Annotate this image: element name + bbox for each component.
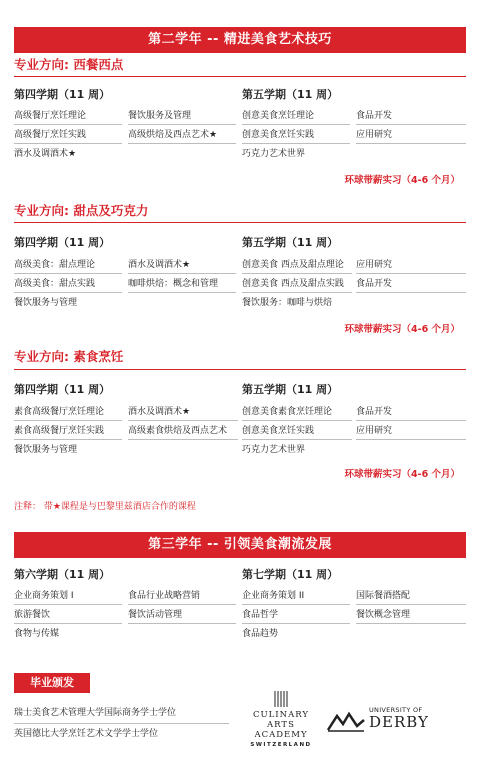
row-rule — [14, 420, 122, 421]
track-title-pastry: 专业方向: 甜点及巧克力 — [14, 203, 149, 218]
row-rule — [14, 292, 122, 293]
row-rule — [14, 273, 122, 274]
row-rule — [242, 623, 350, 624]
row-rule — [242, 604, 350, 605]
culinary-arts-academy-logo: CULINARY ARTS ACADEMY SWITZERLAND — [240, 690, 322, 748]
course-item: 咖啡烘焙：概念和管理 — [128, 279, 219, 289]
year2-banner: 第二学年 -- 精进美食艺术技巧 — [14, 27, 466, 53]
course-item: 旅游餐饮 — [14, 610, 51, 620]
course-item: 餐饮服务：咖啡与烘焙 — [242, 298, 333, 308]
term7-heading: 第七学期（11 周） — [242, 568, 339, 581]
course-item: 应用研究 — [356, 260, 393, 270]
term5-heading: 第五学期（11 周） — [242, 88, 339, 101]
course-item: 高级烘焙及西点艺术★ — [128, 130, 218, 140]
course-item: 高级餐厅烹饪理论 — [14, 111, 87, 121]
course-item: 高级素食烘焙及西点艺术 — [128, 426, 228, 436]
course-item: 酒水及调酒术★ — [14, 149, 77, 159]
course-item: 酒水及调酒术★ — [128, 407, 191, 417]
term4-heading: 第四学期（11 周） — [14, 383, 111, 396]
row-rule — [128, 143, 236, 144]
course-item: 酒水及调酒术★ — [128, 260, 191, 270]
academy-emblem-icon — [272, 690, 290, 708]
course-item: 国际餐酒搭配 — [356, 591, 411, 601]
row-rule — [128, 420, 238, 421]
row-rule — [242, 439, 352, 440]
course-item: 创意美食 西点及甜点理论 — [242, 260, 344, 270]
track-title-western: 专业方向: 西餐西点 — [14, 57, 124, 72]
row-rule — [356, 292, 466, 293]
term6-heading: 第六学期（11 周） — [14, 568, 111, 581]
row-rule — [356, 143, 466, 144]
internship-note: 环球带薪实习（4-6 个月） — [344, 175, 460, 186]
year3-banner: 第三学年 -- 引领美食潮流发展 — [14, 532, 466, 558]
section-divider — [14, 222, 466, 223]
course-item: 餐饮服务与管理 — [14, 298, 78, 308]
row-rule — [14, 439, 122, 440]
course-item: 高级餐厅烹饪实践 — [14, 130, 87, 140]
row-rule — [356, 273, 466, 274]
course-item: 餐饮活动管理 — [128, 610, 183, 620]
row-rule — [14, 723, 229, 724]
internship-note: 环球带薪实习（4-6 个月） — [344, 469, 460, 480]
course-item: 应用研究 — [356, 426, 393, 436]
course-item: 创意美食素食烹饪理论 — [242, 407, 333, 417]
course-item: 餐饮概念管理 — [356, 610, 411, 620]
derby-mountain-icon — [327, 710, 365, 732]
row-rule — [356, 623, 466, 624]
internship-note: 环球带薪实习（4-6 个月） — [344, 324, 460, 335]
term4-heading: 第四学期（11 周） — [14, 88, 111, 101]
course-item: 高级美食：甜点实践 — [14, 279, 96, 289]
course-item: 素食高级餐厅烹饪理论 — [14, 407, 105, 417]
course-item: 食物与传媒 — [14, 629, 60, 639]
graduation-badge: 毕业颁发 — [14, 673, 90, 693]
course-item: 创意美食 西点及甜点实践 — [242, 279, 344, 289]
course-item: 应用研究 — [356, 130, 393, 140]
course-item: 食品开发 — [356, 279, 393, 289]
footnote: 注释： 带★课程是与巴黎里兹酒店合作的课程 — [14, 502, 196, 512]
term5-heading: 第五学期（11 周） — [242, 236, 339, 249]
row-rule — [128, 439, 238, 440]
course-item: 创意美食烹饪实践 — [242, 130, 315, 140]
row-rule — [128, 623, 236, 624]
row-rule — [14, 124, 122, 125]
row-rule — [128, 292, 236, 293]
term5-heading: 第五学期（11 周） — [242, 383, 339, 396]
section-divider — [14, 76, 466, 77]
row-rule — [14, 604, 122, 605]
course-item: 食品哲学 — [242, 610, 279, 620]
section-divider — [14, 369, 466, 370]
row-rule — [356, 439, 466, 440]
row-rule — [356, 420, 466, 421]
row-rule — [242, 420, 352, 421]
course-item: 创意美食烹饪理论 — [242, 111, 315, 121]
course-item: 巧克力艺术世界 — [242, 445, 306, 455]
course-item: 餐饮服务与管理 — [14, 445, 78, 455]
course-item: 高级美食：甜点理论 — [14, 260, 96, 270]
track-title-vegetarian: 专业方向: 素食烹饪 — [14, 349, 124, 364]
course-item: 食品开发 — [356, 407, 393, 417]
degree-item: 英国德比大学烹饪艺术文学学士学位 — [14, 729, 159, 739]
course-item: 企业商务策划 I — [14, 591, 74, 601]
degree-item: 瑞士美食艺术管理大学国际商务学士学位 — [14, 708, 177, 718]
row-rule — [242, 143, 350, 144]
course-item: 创意美食烹饪实践 — [242, 426, 315, 436]
course-item: 食品开发 — [356, 111, 393, 121]
row-rule — [242, 292, 352, 293]
course-item: 企业商务策划 II — [242, 591, 305, 601]
university-of-derby-logo: UNIVERSITY OF DERBY — [327, 706, 447, 736]
row-rule — [128, 124, 236, 125]
course-item: 巧克力艺术世界 — [242, 149, 306, 159]
row-rule — [14, 623, 122, 624]
row-rule — [14, 143, 122, 144]
course-item: 素食高级餐厅烹饪实践 — [14, 426, 105, 436]
row-rule — [356, 604, 466, 605]
row-rule — [128, 604, 236, 605]
row-rule — [242, 273, 352, 274]
row-rule — [242, 124, 350, 125]
row-rule — [356, 124, 466, 125]
course-item: 餐饮服务及管理 — [128, 111, 192, 121]
row-rule — [128, 273, 236, 274]
term4-heading: 第四学期（11 周） — [14, 236, 111, 249]
course-item: 食品行业战略营销 — [128, 591, 201, 601]
course-item: 食品趋势 — [242, 629, 279, 639]
